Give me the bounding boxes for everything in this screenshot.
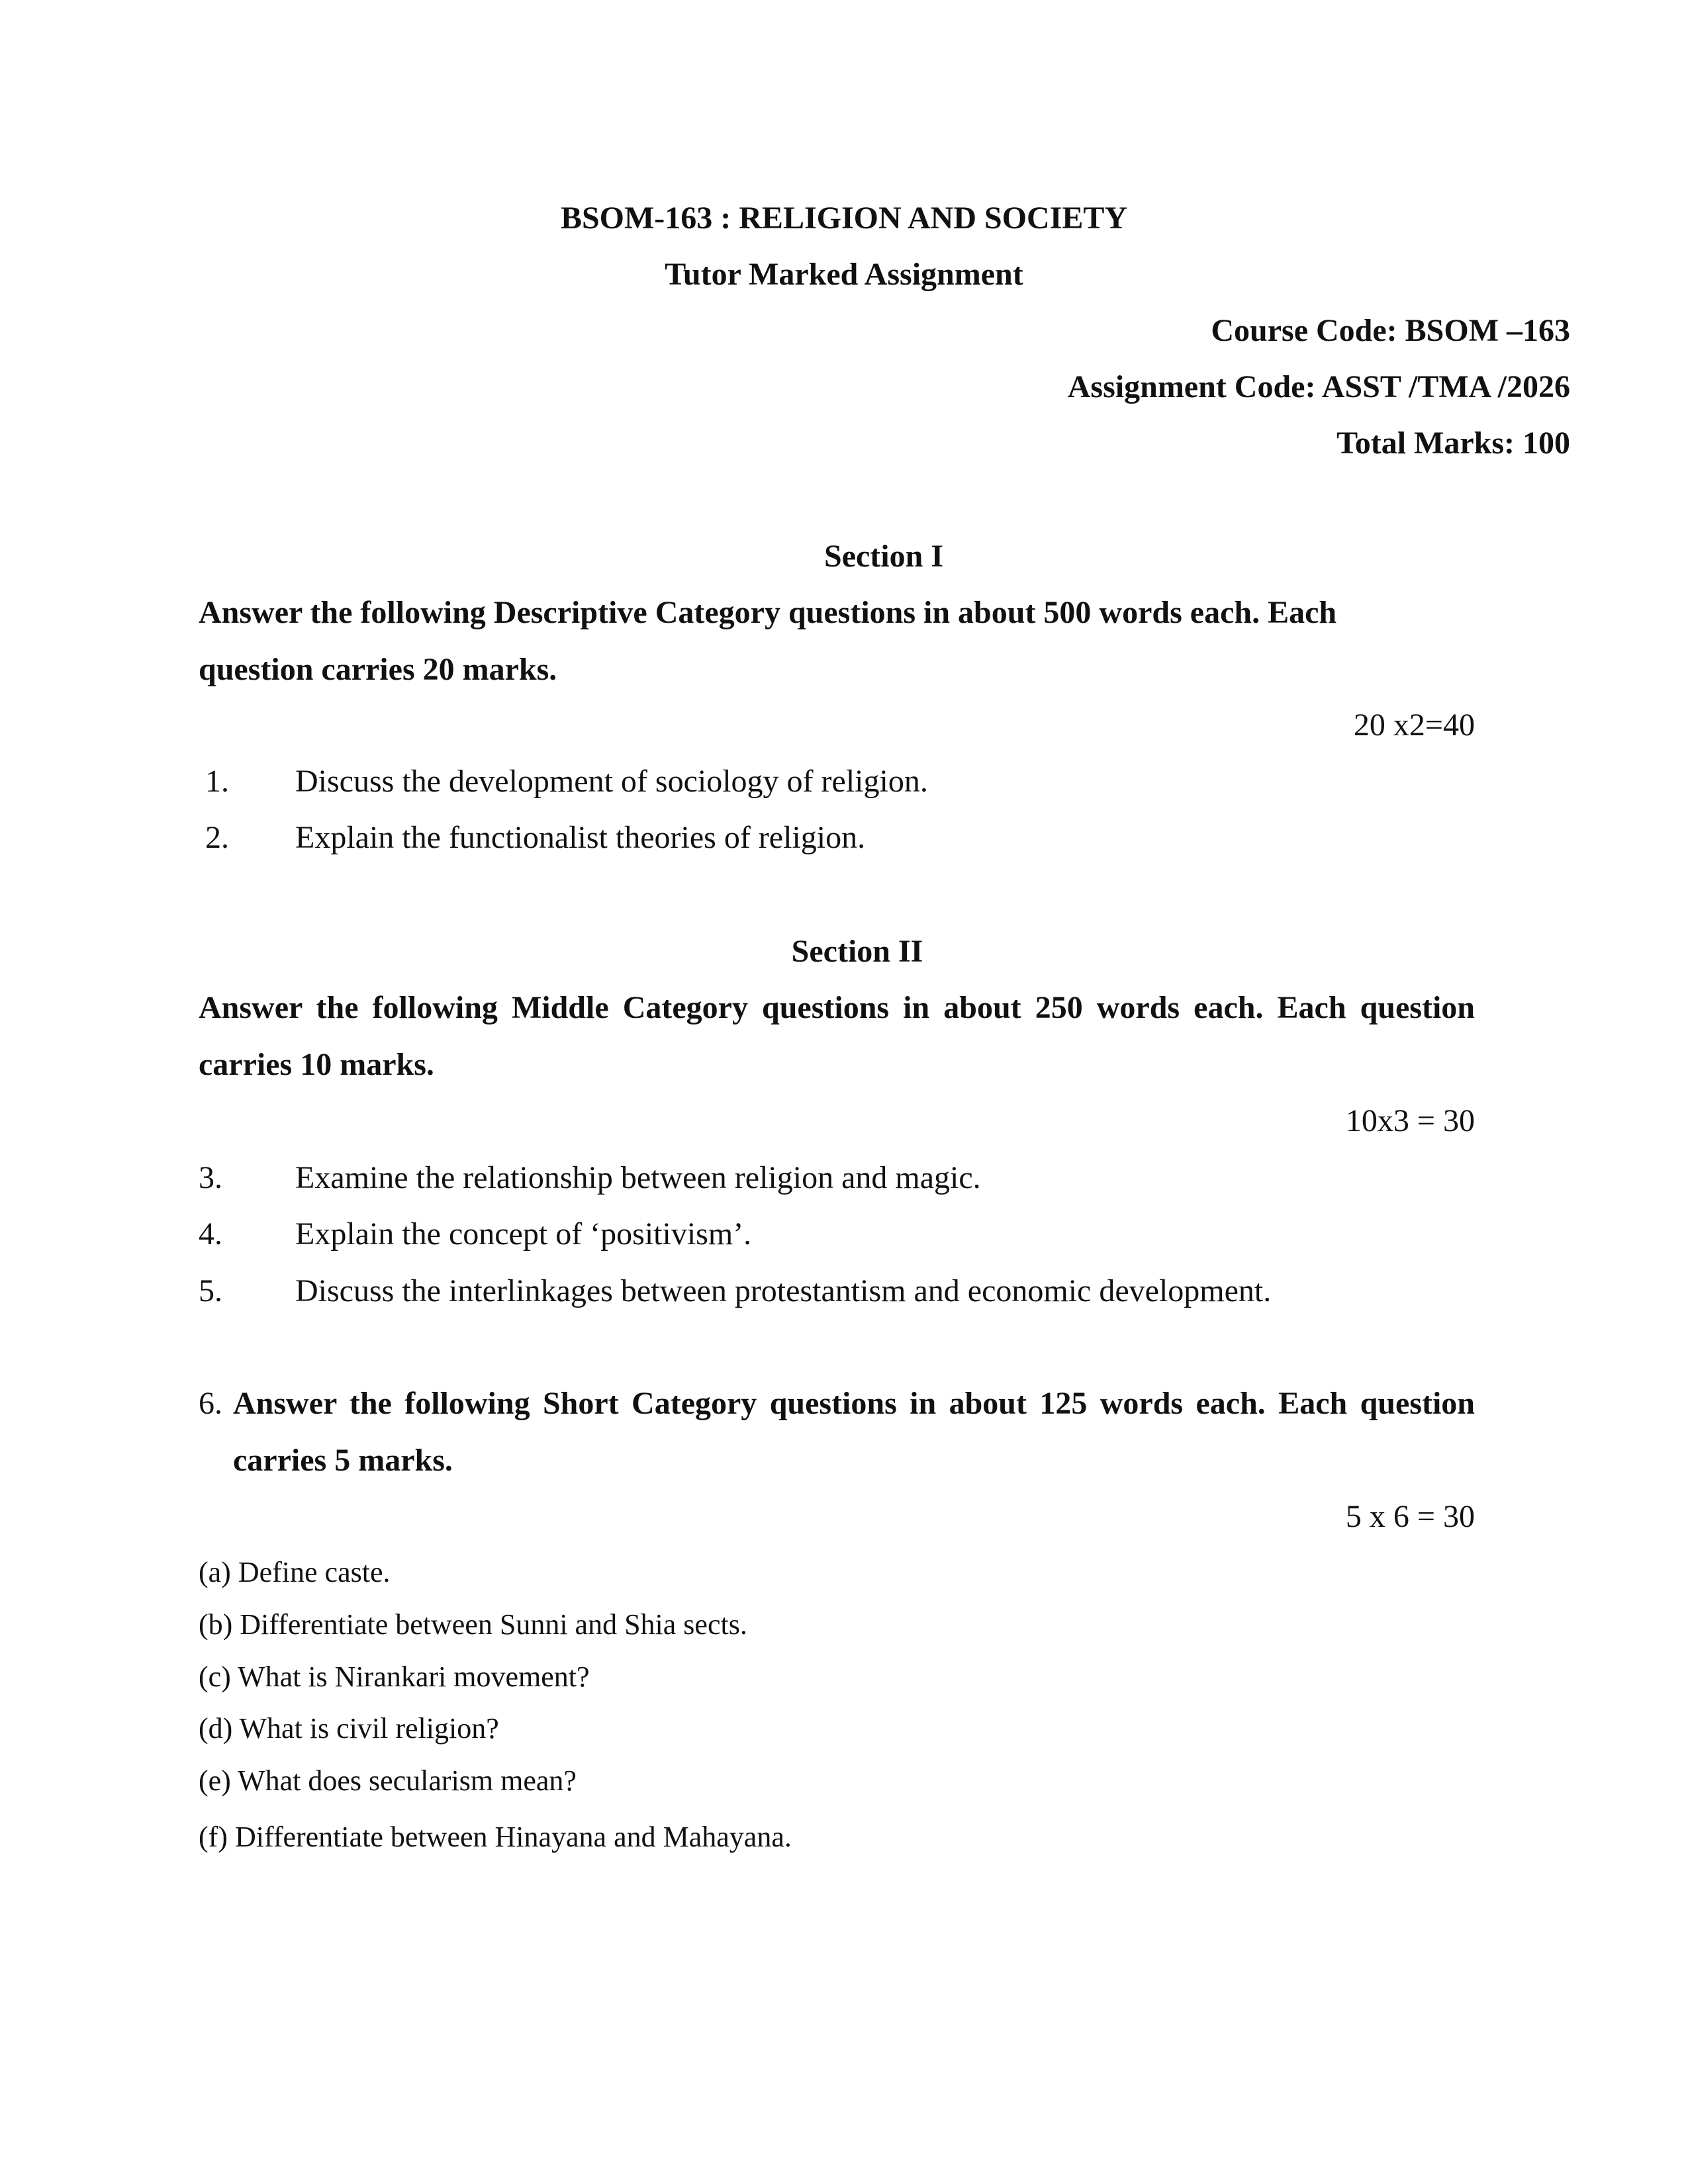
question-number: 4. — [199, 1216, 222, 1251]
section-3-instruction-line-1: Answer the following Short Category questions in about 125 words each. Each question — [233, 1386, 1475, 1421]
question-text: Examine the relationship between religion and magic. — [295, 1160, 981, 1195]
short-question-item: (d) What is civil religion? — [199, 1712, 499, 1745]
section-2-title: Section II — [791, 934, 923, 969]
short-question-item: (b) Differentiate between Sunni and Shia sects. — [199, 1608, 747, 1641]
question-number: 1. — [205, 764, 229, 799]
total-marks: Total Marks: 100 — [1336, 426, 1570, 461]
short-question-item: (e) What does secularism mean? — [199, 1764, 577, 1797]
question-text: Discuss the development of sociology of religion. — [295, 764, 928, 799]
question-number: 3. — [199, 1160, 222, 1195]
short-question-item: (c) What is Nirankari movement? — [199, 1661, 590, 1693]
short-question-item: (f) Differentiate between Hinayana and Mahayana. — [199, 1821, 792, 1853]
question-text: Discuss the interlinkages between protestantism and economic development. — [295, 1273, 1272, 1308]
section-1-instruction-line-2: question carries 20 marks. — [199, 652, 557, 687]
question-number: 2. — [205, 820, 229, 855]
section-3-instruction-line-2: carries 5 marks. — [233, 1443, 453, 1478]
section-1-marks: 20 x2=40 — [1353, 707, 1475, 743]
section-2-instruction-line-2: carries 10 marks. — [199, 1047, 434, 1082]
course-title: BSOM-163 : RELIGION AND SOCIETY — [560, 201, 1128, 236]
question-6-number: 6. — [199, 1386, 222, 1421]
section-2-instruction-line-1: Answer the following Middle Category questions in about 250 words each. Each question — [199, 990, 1475, 1025]
section-3-marks: 5 x 6 = 30 — [1345, 1499, 1475, 1534]
assignment-code: Assignment Code: ASST /TMA /2026 — [1067, 369, 1570, 404]
section-1-title: Section I — [824, 539, 943, 574]
question-number: 5. — [199, 1273, 222, 1308]
document-type: Tutor Marked Assignment — [665, 257, 1023, 292]
short-question-item: (a) Define caste. — [199, 1556, 391, 1588]
course-code: Course Code: BSOM –163 — [1211, 313, 1570, 348]
section-2-marks: 10x3 = 30 — [1345, 1103, 1475, 1138]
question-text: Explain the concept of ‘positivism’. — [295, 1216, 752, 1251]
section-1-instruction-line-1: Answer the following Descriptive Category questions in about 500 words each. Each — [199, 595, 1337, 630]
question-text: Explain the functionalist theories of religion. — [295, 820, 866, 855]
